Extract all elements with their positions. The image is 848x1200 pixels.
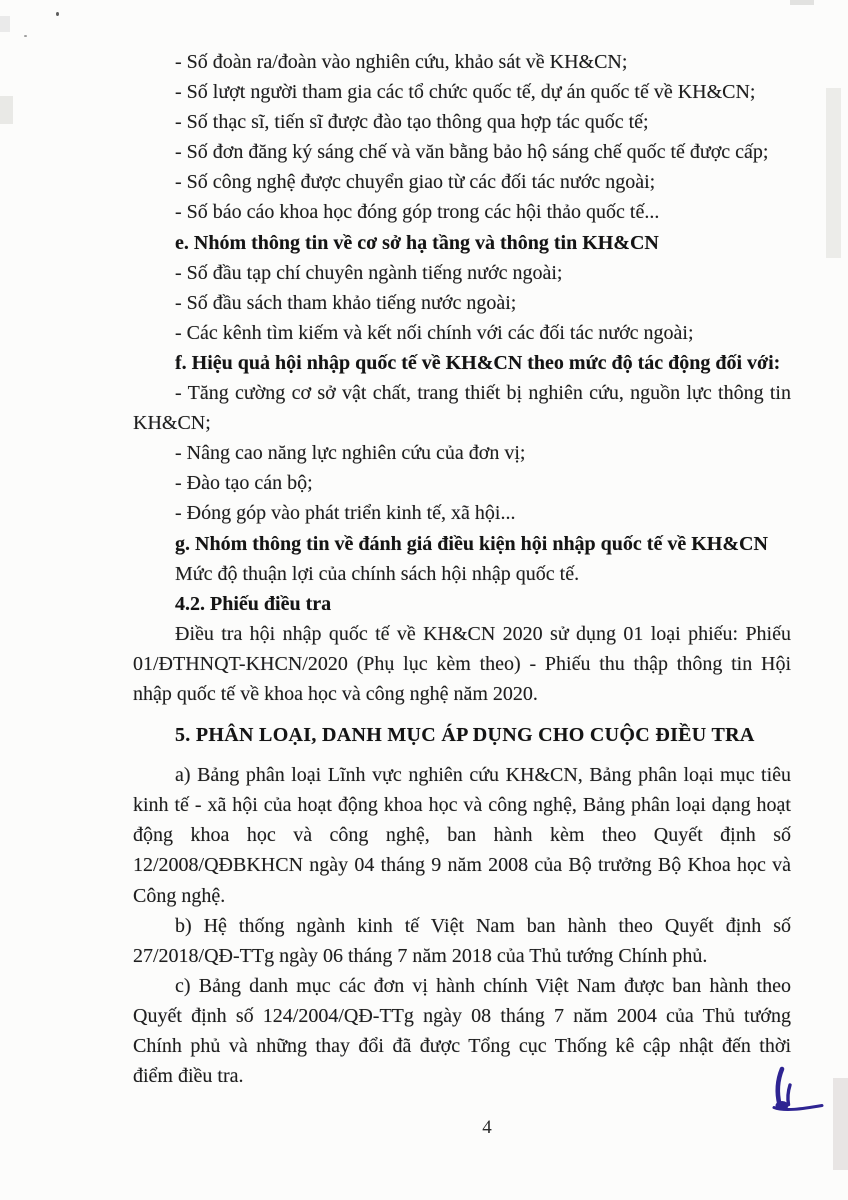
paragraph xyxy=(133,911,791,971)
list-item xyxy=(133,468,791,498)
text-line: Mức độ thuận lợi của chính sách hội nhập quốc tế. xyxy=(175,562,580,585)
text-column xyxy=(133,47,791,1091)
scan-edge-artifact xyxy=(826,88,841,258)
text-line: - Các kênh tìm kiếm và kết nối chính với các đối tác nước ngoài; xyxy=(175,321,694,344)
paragraph xyxy=(133,971,791,1091)
ink-stroke-vertical xyxy=(778,1069,782,1105)
scan-speck xyxy=(56,12,59,16)
list-item xyxy=(133,438,791,468)
text-line: - Số báo cáo khoa học đóng góp trong các hội thảo quốc tế... xyxy=(175,201,660,224)
list-item xyxy=(133,137,791,167)
text-line: 01/ĐTHNQT-KHCN/2020 (Phụ lục kèm theo) - Phiếu thu thập thông tin Hội xyxy=(133,652,791,675)
text-line: Điều tra hội nhập quốc tế về KH&CN 2020 sử dụng 01 loại phiếu: Phiếu xyxy=(175,622,791,645)
text-line: Quyết định số 124/2004/QĐ-TTg ngày 08 tháng 7 năm 2004 của Thủ tướng xyxy=(133,1004,791,1027)
text-line: kinh tế - xã hội của hoạt động khoa học và công nghệ, Bảng phân loại dạng hoạt xyxy=(133,794,791,817)
pen-ink-mark xyxy=(764,1066,828,1120)
text-line: 4.2. Phiếu điều tra xyxy=(175,592,332,615)
paragraph-line xyxy=(133,559,791,589)
text-line: - Số đơn đăng ký sáng chế và văn bằng bảo hộ sáng chế quốc tế được cấp; xyxy=(175,141,769,164)
text-line: - Đóng góp vào phát triển kinh tế, xã hội... xyxy=(175,502,516,525)
list-item xyxy=(133,258,791,288)
text-line: KH&CN; xyxy=(133,412,211,435)
scan-edge-artifact xyxy=(833,1078,848,1170)
list-item xyxy=(133,167,791,197)
text-line: e. Nhóm thông tin về cơ sở hạ tầng và thông tin KH&CN xyxy=(175,231,659,254)
text-line: - Tăng cường cơ sở vật chất, trang thiết bị nghiên cứu, nguồn lực thông tin xyxy=(175,382,791,405)
text-line: - Số đầu sách tham khảo tiếng nước ngoài; xyxy=(175,291,517,314)
scan-speck xyxy=(24,35,27,37)
text-line: - Số công nghệ được chuyển giao từ các đối tác nước ngoài; xyxy=(175,171,656,194)
ink-stroke-vertical-short xyxy=(788,1085,790,1105)
text-line: - Nâng cao năng lực nghiên cứu của đơn vị; xyxy=(175,442,526,465)
section-title xyxy=(133,720,791,750)
list-item xyxy=(133,197,791,227)
paragraph xyxy=(133,378,791,438)
page-number: 4 xyxy=(482,1117,492,1138)
list-item xyxy=(133,498,791,528)
section-heading xyxy=(133,529,791,559)
paragraph xyxy=(133,619,791,709)
list-item xyxy=(133,47,791,77)
text-line: - Số đoàn ra/đoàn vào nghiên cứu, khảo sát về KH&CN; xyxy=(175,51,628,73)
text-line: a) Bảng phân loại Lĩnh vực nghiên cứu KH&CN, Bảng phân loại mục tiêu xyxy=(175,764,791,787)
scan-edge-artifact xyxy=(790,0,814,5)
list-item xyxy=(133,77,791,107)
section-heading xyxy=(133,228,791,258)
list-item xyxy=(133,107,791,137)
text-line: - Số đầu tạp chí chuyên ngành tiếng nước ngoài; xyxy=(175,261,563,284)
text-line: - Số thạc sĩ, tiến sĩ được đào tạo thông qua hợp tác quốc tế; xyxy=(175,111,649,134)
text-line: 27/2018/QĐ-TTg ngày 06 tháng 7 năm 2018 của Thủ tướng Chính phủ. xyxy=(133,944,708,967)
text-line: điểm điều tra. xyxy=(133,1065,244,1088)
text-line: động khoa học và công nghệ, ban hành kèm theo Quyết định số xyxy=(133,824,791,847)
text-line: 5. PHÂN LOẠI, DANH MỤC ÁP DỤNG CHO CUỘC ĐIỀU TRA xyxy=(175,724,755,747)
section-heading xyxy=(133,589,791,619)
text-line: - Đào tạo cán bộ; xyxy=(175,472,313,495)
text-line: c) Bảng danh mục các đơn vị hành chính Việt Nam được ban hành theo xyxy=(175,974,791,997)
text-line: f. Hiệu quả hội nhập quốc tế về KH&CN theo mức độ tác động đối với: xyxy=(175,351,781,374)
text-line: 12/2008/QĐBKHCN ngày 04 tháng 9 năm 2008 của Bộ trưởng Bộ Khoa học và xyxy=(133,854,791,877)
text-line: Chính phủ và những thay đổi đã được Tổng cục Thống kê cập nhật đến thời xyxy=(133,1035,791,1057)
list-item xyxy=(133,318,791,348)
section-heading xyxy=(133,348,791,378)
text-line: Công nghệ. xyxy=(133,884,226,907)
list-item xyxy=(133,288,791,318)
scan-edge-artifact xyxy=(0,16,10,32)
scan-edge-artifact xyxy=(0,96,13,124)
text-line: g. Nhóm thông tin về đánh giá điều kiện hội nhập quốc tế về KH&CN xyxy=(175,532,768,555)
text-line: nhập quốc tế về khoa học và công nghệ năm 2020. xyxy=(133,682,538,705)
text-line: b) Hệ thống ngành kinh tế Việt Nam ban hành theo Quyết định số xyxy=(175,914,791,937)
paragraph xyxy=(133,760,791,910)
ink-blob xyxy=(776,1101,789,1110)
text-line: - Số lượt người tham gia các tổ chức quốc tế, dự án quốc tế về KH&CN; xyxy=(175,81,756,104)
